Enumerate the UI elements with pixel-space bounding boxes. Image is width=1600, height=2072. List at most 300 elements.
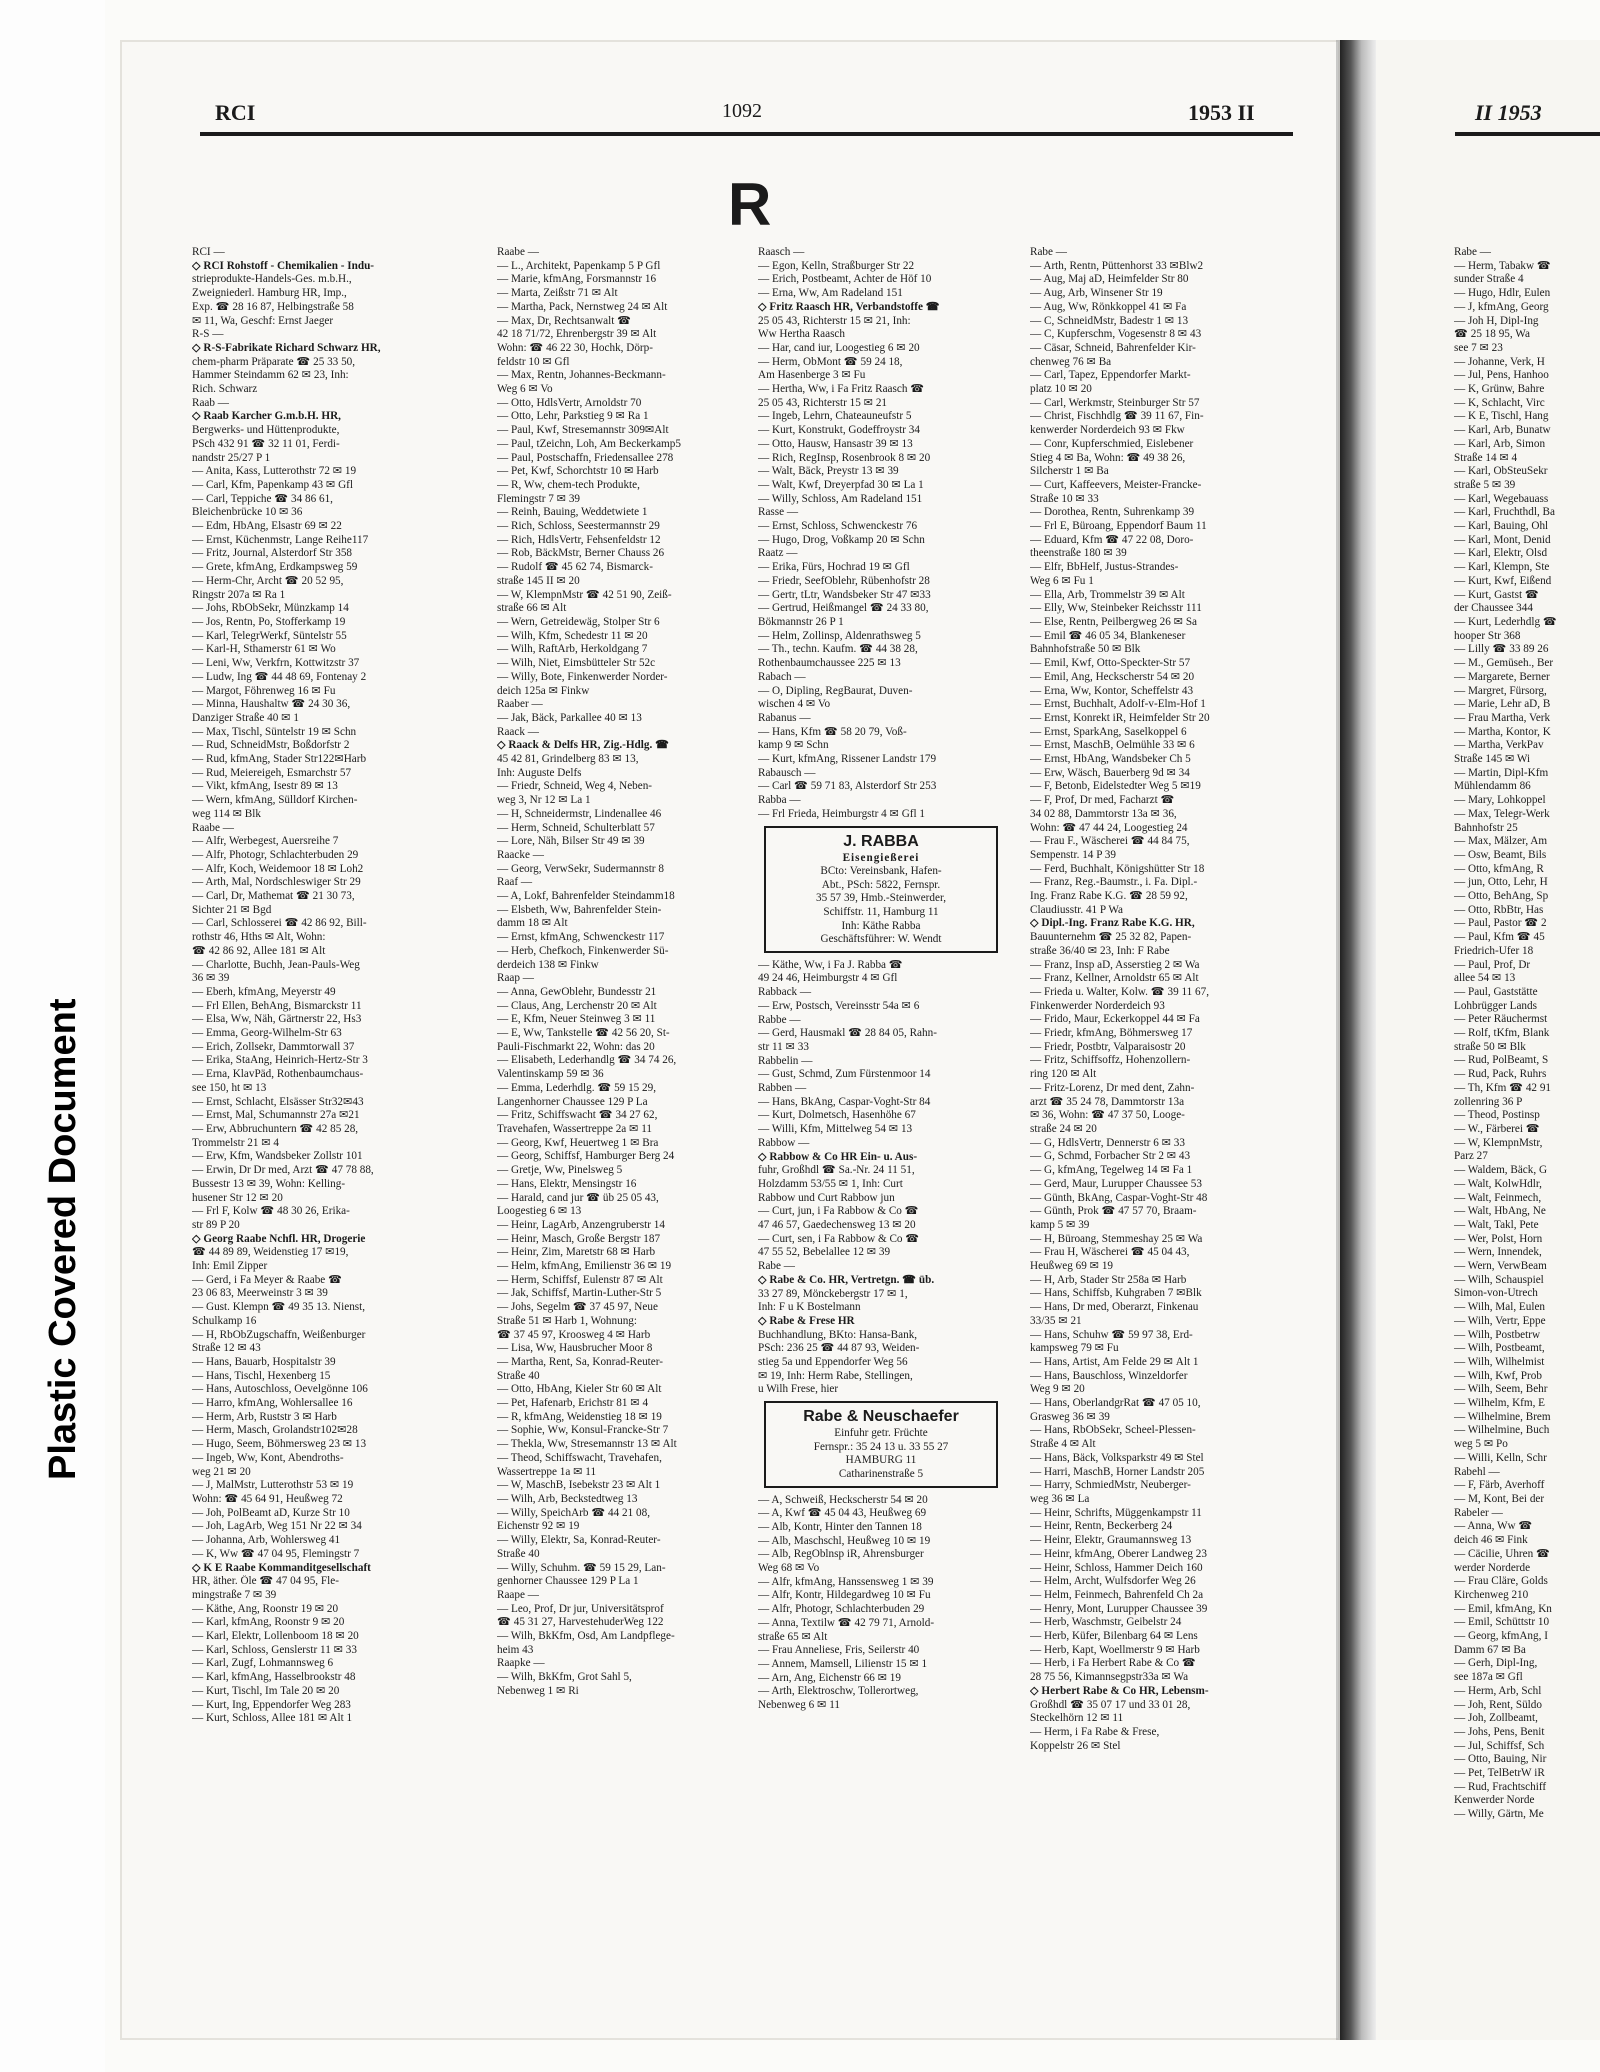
directory-entry: weg 21 ✉ 20 xyxy=(192,1465,251,1478)
directory-entry: Rabbow und Curt Rabbow jun xyxy=(758,1191,895,1204)
directory-entry: fuhr, Großhdl ☎ Sa.-Nr. 24 11 51, xyxy=(758,1164,915,1177)
directory-entry: — Rud, kfmAng, Stader Str122✉Harb xyxy=(192,753,367,766)
ad-neuschaefer-title: Rabe & Neuschaefer xyxy=(803,1408,959,1426)
directory-entry: — Franz, Kellner, Arnoldstr 65 ✉ Alt xyxy=(1030,972,1199,985)
directory-entry: Flemingstr 7 ✉ 39 xyxy=(497,492,581,505)
directory-entry: — Charlotte, Buchh, Jean-Pauls-Weg xyxy=(192,958,360,971)
directory-entry: Inh: Auguste Delfs xyxy=(497,766,582,779)
directory-entry: — Heinr, Zim, Maretstr 68 ✉ Harb xyxy=(497,1246,656,1259)
directory-entry: Raatz — xyxy=(758,547,798,560)
directory-entry: — Karl-H, Sthamerstr 61 ✉ Wo xyxy=(192,643,336,656)
directory-entry: — Wilh, BkKfm, Grot Sahl 5, xyxy=(497,1671,632,1684)
directory-entry: — Marta, Zeißstr 71 ✉ Alt xyxy=(497,287,618,300)
directory-entry: straße 145 II ✉ 20 xyxy=(497,574,580,587)
directory-entry: deich 46 ✉ Fink xyxy=(1454,1534,1528,1547)
directory-entry: — Paul, Gaststätte xyxy=(1454,985,1538,998)
directory-entry: — Carl, Tapez, Eppendorfer Markt- xyxy=(1030,369,1191,382)
directory-entry: Rabanus — xyxy=(758,711,811,724)
directory-entry: Rabe — xyxy=(1030,246,1067,258)
directory-entry: — Ludw, Ing ☎ 44 48 69, Fontenay 2 xyxy=(192,670,367,683)
directory-entry: — Willy, Bote, Finkenwerder Norder- xyxy=(497,670,668,683)
column-2 xyxy=(497,246,743,1946)
directory-entry: — Helm, Archt, Wulfsdorfer Weg 26 xyxy=(1030,1575,1196,1588)
directory-entry: ◇ Dipl.-Ing. Franz Rabe K.G. HR, xyxy=(1030,917,1195,930)
directory-entry: — W, KlempnMstr ☎ 42 51 90, Zeiß- xyxy=(497,588,672,601)
directory-entry: — Th, Kfm ☎ 42 91 xyxy=(1454,1081,1552,1094)
directory-entry: Rabba — xyxy=(758,794,801,807)
directory-entry: — Th., techn. Kaufm. ☎ 44 38 28, xyxy=(758,643,918,656)
directory-entry: — Gretje, Ww, Pinelsweg 5 xyxy=(497,1164,623,1177)
directory-entry: — Karl, ObSteuSekr xyxy=(1454,465,1548,478)
directory-entry: — Emil ☎ 46 05 34, Blankeneser xyxy=(1030,629,1186,642)
directory-entry: — Elsa, Ww, Näh, Gärtnerstr 22, Hs3 xyxy=(192,1013,362,1026)
directory-entry: — Heinr, Masch, Große Bergstr 187 xyxy=(497,1232,661,1245)
directory-entry: ◇ Rabe & Co. HR, Vertretgn. ☎ üb. xyxy=(758,1273,935,1286)
ad-rabba-lines xyxy=(772,865,990,947)
directory-entry: Straße 10 ✉ 33 xyxy=(1030,492,1099,505)
directory-entry: — F, Färb, Averhoff xyxy=(1454,1479,1545,1492)
directory-entry: — R, Ww, chem-tech Produkte, xyxy=(497,478,640,491)
ad-neuschaefer-lines xyxy=(772,1427,990,1481)
directory-entry: — Paul, Kfm ☎ 45 xyxy=(1454,931,1545,944)
directory-entry: — Karl, Elektr, Olsd xyxy=(1454,547,1548,560)
directory-entry: — Anna, Ww ☎ xyxy=(1454,1520,1533,1533)
directory-entry: — Ernst, kfmAng, Schwenckestr 117 xyxy=(497,931,665,944)
directory-entry: ◇ Rabbow & Co HR Ein- u. Aus- xyxy=(758,1150,918,1163)
directory-entry: — Johs, Pens, Benit xyxy=(1454,1725,1545,1738)
directory-entry: — Martha, Pack, Nernstweg 24 ✉ Alt xyxy=(497,300,668,313)
directory-entry: Silcherstr 1 ✉ Ba xyxy=(1030,465,1109,478)
directory-entry: 42 18 71/72, Ehrenbergstr 39 ✉ Alt xyxy=(497,328,657,341)
directory-entry: — Paul, Pastor ☎ 2 xyxy=(1454,917,1547,930)
directory-entry: Rabehl — xyxy=(1454,1465,1500,1478)
directory-entry: — G, HdlsVertr, Dennerstr 6 ✉ 33 xyxy=(1030,1136,1185,1149)
directory-entry: — Hans, Artist, Am Feldе 29 ✉ Alt 1 xyxy=(1030,1355,1199,1368)
directory-entry: — R, kfmAng, Weidenstieg 18 ✉ 19 xyxy=(497,1410,662,1423)
directory-entry: — Max, Rentn, Johannes-Beckmann- xyxy=(497,369,666,382)
directory-entry: — Hertha, Ww, i Fa Fritz Raasch ☎ xyxy=(758,383,925,396)
directory-entry: — Alb, Maschschl, Heußweg 10 ✉ 19 xyxy=(758,1534,931,1547)
directory-entry: — Hugo, Seem, Böhmersweg 23 ✉ 13 xyxy=(192,1438,367,1451)
directory-entry: — Erich, Zollsekr, Dammtorwall 37 xyxy=(192,1040,355,1053)
directory-entry: — Käthe, Ww, i Fa J. Rabba ☎ xyxy=(758,958,903,971)
directory-entry: — Otto, BehAng, Sp xyxy=(1454,890,1549,903)
directory-entry: — Martha, Rent, Sa, Konrad-Reuter- xyxy=(497,1355,663,1368)
directory-entry: — Osw, Beamt, Bils xyxy=(1454,848,1547,861)
directory-entry: deich 125a ✉ Finkw xyxy=(497,684,590,697)
directory-entry: Fernspr.: 35 24 13 u. 33 55 27 xyxy=(813,1440,949,1453)
directory-entry: — Georg, Kwf, Heuertweg 1 ✉ Bra xyxy=(497,1136,659,1149)
directory-entry: — Leni, Ww, Verkfrn, Kottwitzstr 37 xyxy=(192,657,360,670)
directory-entry: — Willy, Gärtn, Me xyxy=(1454,1808,1544,1821)
directory-entry: — Vikt, kfmAng, Isestr 89 ✉ 13 xyxy=(192,780,338,793)
directory-entry: — Hans, Schuhw ☎ 59 97 38, Erd- xyxy=(1030,1328,1193,1341)
directory-entry: — Gust, Schmd, Zum Fürstenmoor 14 xyxy=(758,1068,931,1081)
directory-entry: — Walt, KolwHdlr, xyxy=(1454,1177,1542,1190)
directory-entry: u Wilh Frese, hier xyxy=(758,1383,839,1396)
directory-entry: — Kurt, Ing, Eppendorfer Weg 283 xyxy=(192,1698,351,1711)
directory-entry: ◇ K E Raabe Kommanditgesellschaft xyxy=(192,1561,371,1574)
directory-entry: — Karl, Fruchthdl, Ba xyxy=(1454,506,1555,519)
directory-entry: Inh: F u K Bostelmann xyxy=(758,1301,861,1314)
plastic-covered-label: Plastic Covered Document xyxy=(42,998,84,1480)
directory-entry: — Johanne, Verk, H xyxy=(1454,355,1545,368)
directory-entry: — Frieda u. Walter, Kolw. ☎ 39 11 67, xyxy=(1030,985,1210,998)
directory-entry: — M, Kont, Bei der xyxy=(1454,1492,1545,1505)
directory-entry: Trommelstr 21 ✉ 4 xyxy=(192,1136,279,1149)
directory-entry: — Erw, Postsch, Vereinsstr 54a ✉ 6 xyxy=(758,999,920,1012)
directory-entry: strieprodukte-Handels-Ges. m.b.H., xyxy=(192,273,352,286)
directory-entry: — Jul, Schiffsf, Sch xyxy=(1454,1739,1545,1752)
directory-entry: Langenhorner Chaussee 129 P La xyxy=(497,1095,648,1108)
directory-entry: — Harald, cand jur ☎ üb 25 05 43, xyxy=(497,1191,659,1204)
directory-entry: — Rudolf ☎ 45 62 74, Bismarck- xyxy=(497,561,653,574)
directory-entry: — Karl, Klempn, Ste xyxy=(1454,561,1550,574)
directory-entry: — Martin, Dipl-Kfm xyxy=(1454,766,1549,779)
directory-entry: ◇ Raab Karcher G.m.b.H. HR, xyxy=(192,410,341,423)
directory-entry: Raab — xyxy=(192,396,229,409)
directory-entry: — Otto, kfmAng, R xyxy=(1454,862,1544,875)
directory-entry: — Otto, HdlsVertr, Arnoldstr 70 xyxy=(497,396,642,409)
directory-entry: ☎ 44 89 89, Weidenstieg 17 ✉19, xyxy=(192,1246,349,1259)
directory-entry: 33 27 89, Mönckebergstr 17 ✉ 1, xyxy=(758,1287,908,1300)
directory-entry: — Frido, Maur, Eckerkoppel 44 ✉ Fa xyxy=(1030,1013,1200,1026)
directory-entry: — H, Arb, Stader Str 258a ✉ Harb xyxy=(1030,1273,1187,1286)
directory-entry: — Christ, Fischhdlg ☎ 39 11 67, Fin- xyxy=(1030,410,1204,423)
directory-entry: 25 05 43, Richterstr 15 ✉ 21, Inh: xyxy=(758,314,911,327)
directory-entry: — Herm, ObMont ☎ 59 24 18, xyxy=(758,355,903,368)
directory-entry: stieg 5a und Eppendorfer Weg 56 xyxy=(758,1356,908,1369)
directory-entry: — Emma, Georg-Wilhelm-Str 63 xyxy=(192,1027,342,1040)
column-3-entries-c xyxy=(758,1494,1004,1713)
directory-entry: — Hans, BkAng, Caspar-Voght-Str 84 xyxy=(758,1095,931,1108)
directory-entry: — Joh, Rent, Süldo xyxy=(1454,1698,1542,1711)
directory-entry: kampsweg 79 ✉ Fu xyxy=(1030,1342,1119,1355)
directory-entry: — Wilh, Arb, Beckstedtweg 13 xyxy=(497,1492,638,1505)
directory-entry: Rabbe — xyxy=(758,1013,801,1026)
directory-entry: — Gerd, Hausmakl ☎ 28 84 05, Rahn- xyxy=(758,1027,937,1040)
directory-entry: — Marie, Lehr aD, B xyxy=(1454,698,1551,711)
directory-entry: Rothenbaumchaussee 225 ✉ 13 xyxy=(758,657,901,670)
directory-entry: Wohn: ☎ 45 64 91, Heußweg 72 xyxy=(192,1492,343,1505)
directory-entry: Exp. ☎ 28 16 87, Helbingstraße 58 xyxy=(192,300,354,313)
directory-entry: Stieg 4 ✉ Ba, Wohn: ☎ 49 38 26, xyxy=(1030,451,1186,464)
directory-entry: — Hans, Schiffsb, Kuhgraben 7 ✉Blk xyxy=(1030,1287,1202,1300)
directory-entry: — Wer, Polst, Horn xyxy=(1454,1232,1543,1245)
directory-entry: Parz 27 xyxy=(1454,1150,1488,1163)
directory-entry: Rabeler — xyxy=(1454,1506,1503,1519)
directory-entry: — Cäcilie, Uhren ☎ xyxy=(1454,1547,1550,1560)
directory-entry: — Willy, Schuhm. ☎ 59 15 29, Lan- xyxy=(497,1561,666,1574)
directory-entry: — Walt, Takl, Pete xyxy=(1454,1218,1539,1231)
directory-entry: — Ernst, Schlacht, Elsässer Str32✉43 xyxy=(192,1095,364,1108)
directory-entry: — Jos, Rentn, Po, Stofferkamp 19 xyxy=(192,615,346,628)
directory-entry: — Alfr, Werbegest, Auersreihe 7 xyxy=(192,835,339,848)
directory-entry: Friedrich-Ufer 18 xyxy=(1454,944,1534,957)
directory-entry: straße 66 ✉ Alt xyxy=(497,602,567,615)
directory-entry: — Joh, PolBeamt aD, Kurze Str 10 xyxy=(192,1506,350,1519)
directory-entry: — Walt, Feinmech, xyxy=(1454,1191,1542,1204)
directory-entry: Rabe — xyxy=(1454,246,1491,258)
directory-entry: — Franz, Reg.-Baumstr., i. Fa. Dipl.- xyxy=(1030,876,1198,889)
directory-entry: str 11 ✉ 33 xyxy=(758,1040,809,1053)
directory-entry: — Karl, kfmAng, Roonstr 9 ✉ 20 xyxy=(192,1616,345,1629)
directory-entry: — Aug, Arb, Winsener Str 19 xyxy=(1030,287,1163,300)
directory-entry: — Marie, kfmAng, Forsmannstr 16 xyxy=(497,273,657,286)
directory-entry: — Johs, RbObSekr, Münzkamp 14 xyxy=(192,602,349,615)
directory-entry: — Claus, Ang, Lerchenstr 20 ✉ Alt xyxy=(497,999,657,1012)
directory-entry: Wohn: ☎ 46 22 30, Hochk, Dörp- xyxy=(497,341,653,354)
directory-entry: Raack — xyxy=(497,725,539,738)
directory-entry: — J, MalMstr, Lutterothstr 53 ✉ 19 xyxy=(192,1479,354,1492)
directory-entry: husener Str 12 ✉ 20 xyxy=(192,1191,283,1204)
directory-entry: Schiffstr. 11, Hamburg 11 xyxy=(823,905,939,918)
directory-entry: — Willy, SpeichArb ☎ 44 21 08, xyxy=(497,1506,651,1519)
directory-entry: PSch: 236 25 ☎ 44 87 93, Weiden- xyxy=(758,1342,920,1355)
directory-entry: — Anita, Kass, Lutterothstr 72 ✉ 19 xyxy=(192,465,357,478)
directory-entry: — Carl ☎ 59 71 83, Alsterdorf Str 253 xyxy=(758,780,937,793)
directory-entry: — Hans, Elektr, Mensingstr 16 xyxy=(497,1177,637,1190)
directory-entry: — C, SchneidMstr, Badestr 1 ✉ 13 xyxy=(1030,314,1189,327)
directory-entry: — Martha, VerkPav xyxy=(1454,739,1544,752)
directory-entry: — Rud, Meiereigeh, Esmarchstr 57 xyxy=(192,766,352,779)
directory-entry: — Frau H, Wäscherei ☎ 45 04 43, xyxy=(1030,1246,1190,1259)
directory-entry: Raasch — xyxy=(758,246,805,258)
directory-entry: Raaf — xyxy=(497,876,533,889)
directory-entry: Schulkamp 16 xyxy=(192,1314,257,1327)
directory-entry: 35 57 39, Hmb.-Steinwerder, xyxy=(815,892,947,905)
directory-entry: — Elsbeth, Ww, Bahrenfelder Stein- xyxy=(497,903,662,916)
directory-entry: — Else, Rentn, Peilbergweg 26 ✉ Sa xyxy=(1030,615,1198,628)
directory-entry: — E, Ww, Tankstelle ☎ 42 56 20, St- xyxy=(497,1027,670,1040)
directory-entry: — Erwin, Dr Dr med, Arzt ☎ 47 78 88, xyxy=(192,1164,374,1177)
directory-entry: — Heinr, Rentn, Beckerberg 24 xyxy=(1030,1520,1173,1533)
directory-entry: — Johanna, Arb, Wohlersweg 41 xyxy=(192,1534,341,1547)
directory-entry: — Fritz, Schiffsoffz, Hohenzollern- xyxy=(1030,1054,1191,1067)
directory-entry: — Emma, Lederhdlg. ☎ 59 15 29, xyxy=(497,1081,657,1094)
directory-entry: — Jak, Bäck, Parkallee 40 ✉ 13 xyxy=(497,711,642,724)
directory-entry: — F, Betonb, Eidelstedter Weg 5 ✉19 xyxy=(1030,780,1201,793)
directory-entry: Straße 40 xyxy=(497,1547,540,1560)
directory-entry: Weg 6 ✉ Vo xyxy=(497,383,553,396)
directory-entry: — Rud, SchneidMstr, Boßdorfstr 2 xyxy=(192,739,350,752)
directory-entry: — Carl, Kfm, Papenkamp 43 ✉ Gfl xyxy=(192,478,354,491)
directory-entry: — Walt, Kwf, Dreyerpfad 30 ✉ La 1 xyxy=(758,478,924,491)
directory-entry: — Hans, Kfm ☎ 58 20 79, Voß- xyxy=(758,725,907,738)
directory-entry: — Karl, Elektr, Lollenboom 18 ✉ 20 xyxy=(192,1630,359,1643)
directory-entry: — L., Architekt, Papenkamp 5 P Gfl xyxy=(497,259,661,272)
ad-rabba-title: J. RABBA xyxy=(843,832,919,850)
directory-entry: Großhdl ☎ 35 07 17 und 33 01 28, xyxy=(1030,1698,1191,1711)
directory-entry: — Frau Anneliese, Fris, Seilerstr 40 xyxy=(758,1644,920,1657)
directory-entry: — Helm, Zollinsp, Aldenrathsweg 5 xyxy=(758,629,921,642)
directory-entry: — Hans, Bauarb, Hospitalstr 39 xyxy=(192,1355,336,1368)
directory-entry: — Waldem, Bäck, G xyxy=(1454,1164,1548,1177)
directory-entry: — Willy, Elektr, Sa, Konrad-Reuter- xyxy=(497,1534,661,1547)
directory-entry: — Emil, kfmAng, Kn xyxy=(1454,1602,1552,1615)
directory-entry: — Joh, Zollbeamt, xyxy=(1454,1712,1538,1725)
directory-entry: Damm 67 ✉ Ba xyxy=(1454,1643,1526,1656)
directory-entry: — Wern, VerwBeam xyxy=(1454,1260,1547,1273)
directory-entry: — Erna, KlavPäd, Rothenbaumchaus- xyxy=(192,1068,364,1081)
column-4 xyxy=(1030,246,1336,1946)
directory-entry: — Wilh, Schauspiel xyxy=(1454,1273,1544,1286)
directory-entry: — Grete, kfmAng, Erdkampsweg 59 xyxy=(192,561,358,574)
directory-entry: Straße 145 ✉ Wi xyxy=(1454,753,1531,766)
directory-entry: 28 75 56, Kimannsegpstr33a ✉ Wa xyxy=(1030,1671,1189,1684)
directory-entry: — Wilh, Mal, Eulen xyxy=(1454,1301,1546,1314)
directory-entry: Straße 14 ✉ 4 xyxy=(1454,451,1518,464)
directory-entry: — Herm, i Fa Rabe & Frese, xyxy=(1030,1725,1160,1738)
directory-entry: — Kurt, Gastst ☎ xyxy=(1454,588,1539,601)
directory-entry: — Sophie, Ww, Konsul-Francke-Str 7 xyxy=(497,1424,669,1437)
directory-entry: Straße 51 ✉ Harb 1, Wohnung: xyxy=(497,1314,638,1327)
directory-entry: — Georg, VerwSekr, Sudermannstr 8 xyxy=(497,862,664,875)
directory-entry: — Dorothea, Rentn, Suhrenkamp 39 xyxy=(1030,506,1195,519)
directory-entry: — Kurt, Schloss, Allee 181 ✉ Alt 1 xyxy=(192,1712,353,1725)
directory-entry: — G, kfmAng, Tegelweg 14 ✉ Fa 1 xyxy=(1030,1164,1193,1177)
directory-entry: — Heinr, LagArb, Anzengruberstr 14 xyxy=(497,1218,665,1231)
directory-entry: — Otto, HbAng, Kieler Str 60 ✉ Alt xyxy=(497,1383,662,1396)
directory-entry: — Herm, Arb, Ruststr 3 ✉ Harb xyxy=(192,1410,337,1423)
directory-entry: straße 50 ✉ Blk xyxy=(1454,1040,1526,1053)
directory-entry: — Lilly ☎ 33 89 26 xyxy=(1454,643,1549,656)
directory-entry: — Carl, Teppiche ☎ 34 86 61, xyxy=(192,492,333,505)
directory-entry: — W, KlempnMstr, xyxy=(1454,1136,1543,1149)
directory-entry: Lohbrügger Lands xyxy=(1454,999,1537,1012)
directory-entry: Valentinskamp 59 ✉ 36 xyxy=(497,1068,604,1081)
directory-entry: — Peter Räuchermst xyxy=(1454,1013,1548,1026)
directory-entry: — Ernst, Konrekt iR, Heimfelder Str 20 xyxy=(1030,711,1210,724)
directory-entry: — Frau Cläre, Golds xyxy=(1454,1575,1548,1588)
directory-entry: weg 36 ✉ La xyxy=(1030,1492,1090,1505)
facing-column xyxy=(1454,246,1600,1946)
directory-entry: — Arth, Mal, Nordschleswiger Str 29 xyxy=(192,876,361,889)
ad-neuschaefer xyxy=(764,1401,998,1487)
directory-entry: — Wilh, Vertr, Eppe xyxy=(1454,1314,1546,1327)
directory-entry: — Frau Martha, Verk xyxy=(1454,711,1551,724)
directory-entry: — Harry, SchmiedMstr, Neuberger- xyxy=(1030,1479,1191,1492)
directory-entry: straße 5 ✉ 39 xyxy=(1454,478,1516,491)
directory-entry: 25 05 43, Richterstr 15 ✉ 21 xyxy=(758,396,888,409)
directory-entry: — Rich, RegInsp, Rosenbrook 8 ✉ 20 xyxy=(758,451,931,464)
directory-entry: HAMBURG 11 xyxy=(845,1454,917,1467)
directory-entry: PSch 432 91 ☎ 32 11 01, Ferdi- xyxy=(192,437,340,450)
directory-entry: see 150, ht ✉ 13 xyxy=(192,1081,267,1094)
directory-entry: — Theod, Schiffswacht, Travehafen, xyxy=(497,1451,662,1464)
directory-entry: Raap — xyxy=(497,972,534,985)
directory-entry: — Rud, PolBeamt, S xyxy=(1454,1054,1549,1067)
directory-entry: — Frl Ellen, BehAng, Bismarckstr 11 xyxy=(192,999,362,1012)
directory-entry: — G, Schmd, Forbacher Str 2 ✉ 43 xyxy=(1030,1150,1191,1163)
directory-entry: — Hans, Bäck, Volksparkstr 49 ✉ Stel xyxy=(1030,1451,1204,1464)
directory-entry: 45 42 81, Grindelberg 83 ✉ 13, xyxy=(497,753,639,766)
directory-entry: Rabe — xyxy=(758,1260,795,1273)
directory-entry: Nebenweg 1 ✉ Ri xyxy=(497,1684,579,1697)
running-head-left: RCI xyxy=(215,100,256,125)
directory-entry: — Ernst, SparkAng, Saselkoppel 6 xyxy=(1030,725,1187,738)
directory-entry: Am Hasenberge 3 ✉ Fu xyxy=(758,369,866,382)
directory-entry: platz 10 ✉ 20 xyxy=(1030,383,1092,396)
directory-entry: — Gerd, i Fa Meyer & Raabe ☎ xyxy=(192,1273,343,1286)
directory-entry: Holzdamm 53/55 ✉ 1, Inh: Curt xyxy=(758,1177,903,1190)
directory-entry: — Frl E, Büroang, Eppendorf Baum 11 xyxy=(1030,520,1207,533)
directory-entry: — Henry, Mont, Lurupper Chaussee 39 xyxy=(1030,1602,1208,1615)
directory-entry: — Karl, TelegrWerkf, Süntelstr 55 xyxy=(192,629,347,642)
directory-entry: — Gust. Klempn ☎ 49 35 13. Nienst, xyxy=(192,1301,366,1314)
directory-entry: — H, Schneidermstr, Lindenallee 46 xyxy=(497,807,662,820)
directory-entry: Catharinenstraße 5 xyxy=(838,1467,924,1480)
directory-entry: — H, Büroang, Stemmeshay 25 ✉ Wa xyxy=(1030,1232,1203,1245)
directory-entry: — Arth, Rentn, Püttenhorst 33 ✉Blw2 xyxy=(1030,259,1204,272)
header-rule xyxy=(200,132,1293,136)
directory-entry: — Willy, Schloss, Am Radeland 151 xyxy=(758,492,923,505)
directory-entry: weg 3, Nr 12 ✉ La 1 xyxy=(497,794,591,807)
directory-entry: — Wilh, RaftArb, Herkoldgang 7 xyxy=(497,643,648,656)
directory-entry: — Margarete, Berner xyxy=(1454,670,1550,683)
directory-entry: — H, RbObZugschaffn, Weißenburger xyxy=(192,1328,366,1341)
directory-entry: — Karl, Bauing, Ohl xyxy=(1454,520,1549,533)
directory-entry: — K, Schlacht, Virc xyxy=(1454,396,1545,409)
directory-entry: Straße 40 xyxy=(497,1369,540,1382)
directory-entry: — Wilhelm, Kfm, E xyxy=(1454,1397,1546,1410)
directory-entry: Bergwerks- und Hüttenprodukte, xyxy=(192,424,340,437)
directory-entry: — Otto, Lehr, Parkstieg 9 ✉ Ra 1 xyxy=(497,410,649,423)
directory-entry: Steckelhörn 12 ✉ 11 xyxy=(1030,1712,1124,1725)
directory-entry: — Paul, Kwf, Stresemannstr 309✉Alt xyxy=(497,424,669,437)
directory-entry: — Kurt, kfmAng, Rissener Landstr 179 xyxy=(758,753,937,766)
directory-entry: — Käthe, Ang, Roonstr 19 ✉ 20 xyxy=(192,1602,339,1615)
directory-entry: — Karl, Zugf, Lohmannsweg 6 xyxy=(192,1657,334,1670)
directory-entry: Raape — xyxy=(497,1588,539,1601)
directory-entry: — Rolf, tKfm, Blank xyxy=(1454,1027,1550,1040)
directory-entry: — Kurt, Konstrukt, Godeffroystr 34 xyxy=(758,424,920,437)
directory-entry: — Karl, kfmAng, Hasselbrookstr 48 xyxy=(192,1671,356,1684)
directory-entry: — Joh H, Dipl-Ing xyxy=(1454,314,1539,327)
directory-entry: — Lisa, Ww, Hausbrucher Moor 8 xyxy=(497,1342,653,1355)
directory-entry: Inh: Käthe Rabba xyxy=(841,919,921,932)
directory-entry: — Johs, Segelm ☎ 37 45 97, Neue xyxy=(497,1301,658,1314)
directory-entry: Bussestr 13 ✉ 39, Wohn: Kelling- xyxy=(192,1177,346,1190)
directory-entry: hooper Str 368 xyxy=(1454,629,1521,642)
directory-entry: chenweg 76 ✉ Ba xyxy=(1030,355,1112,368)
directory-entry: — Georg, Schiffsf, Hamburger Berg 24 xyxy=(497,1150,675,1163)
directory-entry: — Alfr, Kontr, Hildegardweg 10 ✉ Fu xyxy=(758,1589,931,1602)
directory-entry: — Erw, Wäsch, Bauerberg 9d ✉ 34 xyxy=(1030,766,1190,779)
directory-entry: — Erw, Abbruchuntern ☎ 42 85 28, xyxy=(192,1123,359,1135)
directory-entry: zollenring 36 P xyxy=(1454,1095,1523,1108)
directory-entry: — Lore, Näh, Bilser Str 49 ✉ 39 xyxy=(497,835,645,848)
directory-entry: Raaber — xyxy=(497,698,543,711)
directory-entry: kamp 5 ✉ 39 xyxy=(1030,1218,1090,1231)
directory-entry: — Ernst, HbAng, Wandsbeker Ch 5 xyxy=(1030,753,1191,766)
directory-entry: — Friedr, kfmAng, Böhmersweg 17 xyxy=(1030,1027,1193,1040)
directory-entry: Raapke — xyxy=(497,1657,545,1670)
directory-entry: — Frau F., Wäscherei ☎ 44 84 75, xyxy=(1030,835,1190,848)
directory-entry: ☎ 45 31 27, HarvestehuderWeg 122 xyxy=(497,1616,664,1629)
directory-entry: — Hans, Autoschloss, Oevelgönne 106 xyxy=(192,1383,368,1396)
directory-entry: — Thekla, Ww, Stresemannstr 13 ✉ Alt xyxy=(497,1438,677,1451)
directory-entry: — Edm, HbAng, Elsastr 69 ✉ 22 xyxy=(192,520,342,533)
column-3-entries-a xyxy=(758,246,1004,822)
directory-entry: — Günth, BkAng, Caspar-Voght-Str 48 xyxy=(1030,1191,1208,1204)
directory-entry: Bahnhofstraße 50 ✉ Blk xyxy=(1030,643,1141,656)
directory-entry: Geschäftsführer: W. Wendt xyxy=(820,933,942,946)
directory-entry: damm 18 ✉ Alt xyxy=(497,917,568,930)
directory-entry: Ww Hertha Raasch xyxy=(758,328,845,341)
directory-entry: ring 120 ✉ Alt xyxy=(1030,1068,1097,1081)
directory-entry: — Herm, Schiffsf, Eulenstr 87 ✉ Alt xyxy=(497,1273,663,1286)
